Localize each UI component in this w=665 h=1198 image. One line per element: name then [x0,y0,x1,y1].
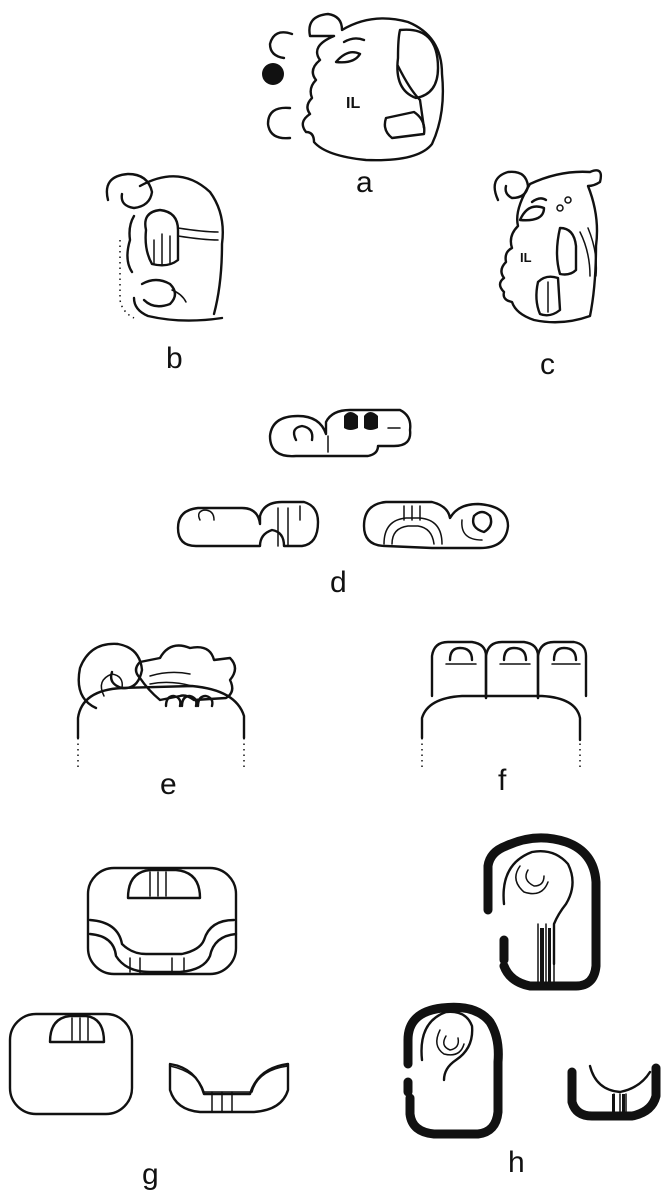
figure-label-h: h [508,1146,525,1179]
figure-label-b: b [166,342,183,375]
glyph-c [495,170,601,322]
glyph-d [178,410,508,548]
glyph-a-inscription: IL [346,95,361,112]
glyph-f [422,642,586,768]
figure-label-g: g [142,1158,159,1191]
figure-label-e: e [160,768,177,801]
figure-label-a: a [356,166,373,199]
glyph-b [107,174,223,321]
glyph-c-inscription: IL [520,250,532,265]
glyph-e [78,644,244,768]
glyph-g [10,868,288,1114]
figure-label-c: c [540,348,555,381]
glyph-a [262,14,443,160]
figure-label-d: d [330,566,347,599]
glyph-h [408,838,656,1134]
figure-label-f: f [498,764,507,797]
